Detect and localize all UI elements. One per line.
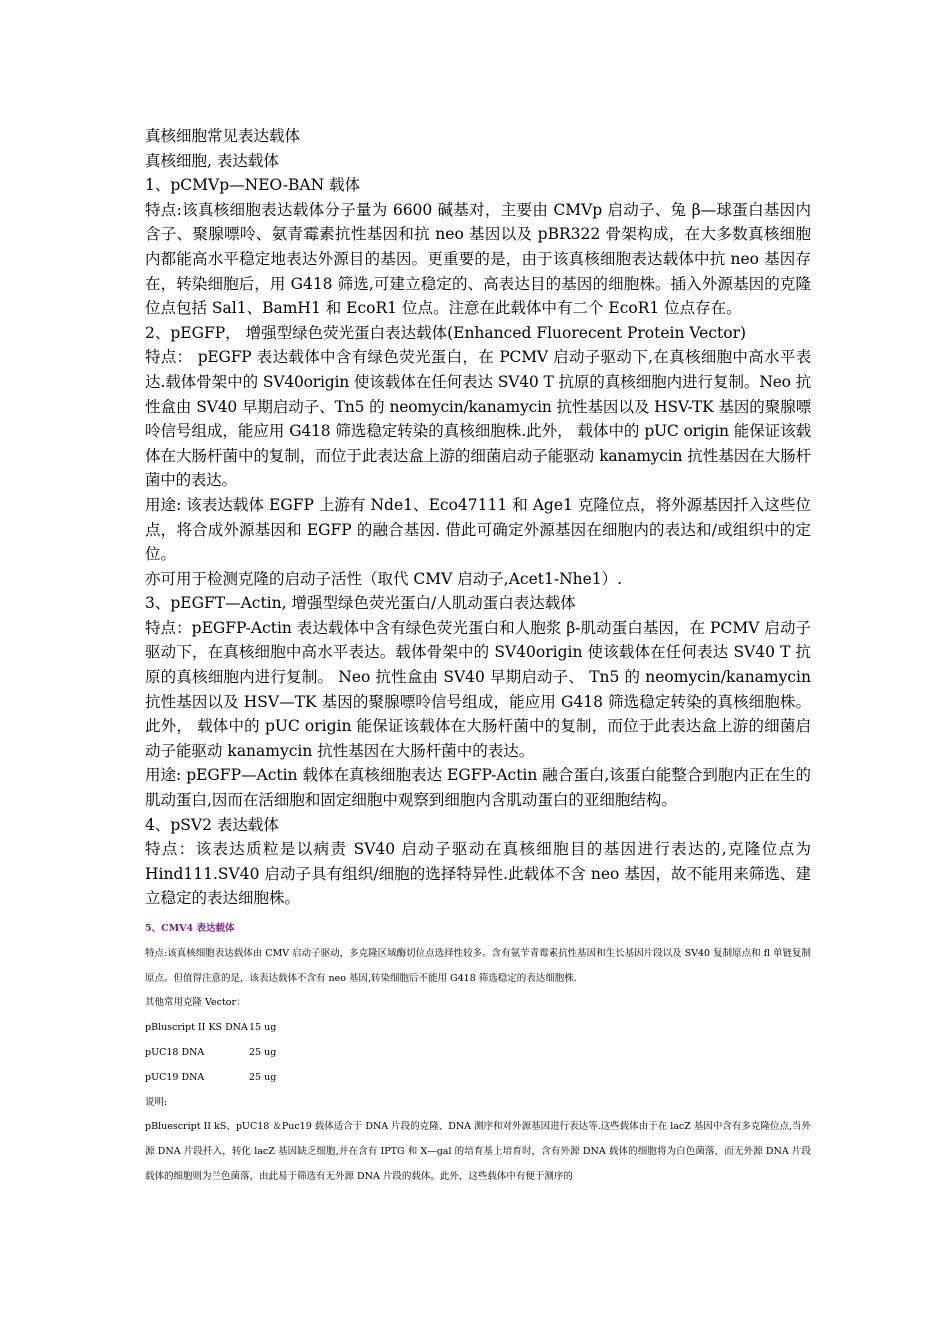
section-4-heading: 4、pSV2 表达载体 xyxy=(145,815,279,834)
vector-name: pUC19 DNA xyxy=(145,1071,205,1083)
main-text xyxy=(145,124,811,911)
section-5-features: 特点:该真核细胞表达载体由 CMV 启动子驱动，多克隆区域酶切位点选择性较多。含有氨苄青霉素抗性基因和生长基因片段以及 SV40 复制原点和 fl 单链复制原点。但值得注意的是，该表达载体不含有 neo 基因,转染细胞后不能用 G418 筛选稳定的表达细胞株. xyxy=(145,947,811,984)
doc-title: 真核细胞常见表达载体 xyxy=(145,127,301,145)
doc-subtitle: 真核细胞, 表达载体 xyxy=(145,151,279,170)
vector-amount: 25 ug xyxy=(249,1046,277,1058)
vector-row xyxy=(145,1016,811,1041)
vector-name: pBluscript II KS DNA xyxy=(145,1022,248,1034)
vector-amount: 15 ug xyxy=(249,1022,277,1034)
small-text xyxy=(145,917,811,1190)
section-2-features: 特点： pEGFP 表达载体中含有绿色荧光蛋白，在 PCMV 启动子驱动下,在真核细胞中高水平表达.载体骨架中的 SV40origin 使该载体在任何表达 SV40 T 抗原的真核细胞内进行复制。Neo 抗性盒由 SV40 早期启动子、Tn5 的 neomycin/kanamycin 抗性基因以及 HSV-TK 基因的聚腺嘌呤信号组成，能应用 G418 筛选稳定转染的真核细胞株.此外， 载体中的 pUC origin 能保证该载体在大肠杆菌中的复制，而位于此表达盒上游的细菌启动子能驱动 kanamycin 抗性基因在大肠杆菌中的表达。 xyxy=(145,348,811,490)
document-page xyxy=(145,124,811,1190)
vector-name: pUC18 DNA xyxy=(145,1046,205,1058)
vector-row xyxy=(145,1041,811,1066)
section-2-usage: 用途: 该表达载体 EGFP 上游有 Nde1、Eco47111 和 Age1 克隆位点，将外源基因扦入这些位点，将合成外源基因和 EGFP 的融合基因. 借此可确定外源基因在细胞内的表达和/或组织中的定位。 xyxy=(145,495,811,564)
section-3-usage: 用途: pEGFP—Actin 载体在真核细胞表达 EGFP-Actin 融合蛋白,该蛋白能整合到胞内正在生的肌动蛋白,因而在活细胞和固定细胞中观察到细胞内含肌动蛋白的亚细胞结构。 xyxy=(145,766,811,810)
section-1-heading: 1、pCMVp—NEO-BAN 载体 xyxy=(145,176,361,195)
note-title: 说明: xyxy=(145,1096,168,1108)
vector-amount: 25 ug xyxy=(249,1071,277,1083)
other-vectors-title: 其他常用克隆 Vector： xyxy=(145,997,246,1009)
section-2-heading: 2、pEGFP， 增强型绿色荧光蛋白表达载体(Enhanced Fluorecent Protein Vector) xyxy=(145,323,747,342)
section-4-features: 特点：该表达质粒是以病责 SV40 启动子驱动在真核细胞目的基因进行表达的,克隆位点为 Hind111.SV40 启动子具有组织/细胞的选择特异性.此载体不含 neo 基因，故不能用来筛选、建立稳定的表达细胞株。 xyxy=(145,840,811,908)
note-text: pBluescript II kS、pUC18 ＆Puc19 载体适合于 DNA 片段的克隆、DNA 测序和对外源基因进行表达等.这些载体由于在 lacZ 基因中含有多克隆位点,当外源 DNA 片段扦入，转化 lacZ 基因缺乏细胞,并在含有 IPTG 和 X—gal 的培育基上培育时，含有外源 DNA 载体的细胞将为白色菌落，而无外源 DNA 片段载体的细胞则为兰色菌落，由此易于筛选有无外源 DNA 片段的载体。此外，这些载体中有便于测序的 xyxy=(145,1121,811,1182)
section-1-features: 特点:该真核细胞表达载体分子量为 6600 碱基对，主要由 CMVp 启动子、兔 β—球蛋白基因内含子、聚腺嘌呤、氨青霉素抗性基因和抗 neo 基因以及 pBR322 骨架构成，在大多数真核细胞内都能高水平稳定地表达外源目的基因。更重要的是，由于该真核细胞表达载体中抗 neo 基因存在，转染细胞后，用 G418 筛选,可建立稳定的、高表达目的基因的细胞株。插入外源基因的克隆位点包括 Sal1、BamH1 和 EcoR1 位点。注意在此载体中有二个 EcoR1 位点存在。 xyxy=(145,200,811,318)
vector-row xyxy=(145,1066,811,1091)
section-5-heading: 5、CMV4 表达载体 xyxy=(145,923,235,934)
section-3-heading: 3、pEGFT—Actin, 增强型绿色荧光蛋白/人肌动蛋白表达载体 xyxy=(145,594,576,613)
section-3-features: 特点：pEGFP-Actin 表达载体中含有绿色荧光蛋白和人胞浆 β-肌动蛋白基因，在 PCMV 启动子驱动下，在真核细胞中高水平表达。载体骨架中的 SV40origin 使该载体在任何表达 SV40 T 抗原的真核细胞内进行复制。 Neo 抗性盒由 SV40 早期启动子、 Tn5 的 neomycin/kanamycin 抗性基因以及 HSV—TK 基因的聚腺嘌呤信号组成，能应用 G418 筛选稳定转染的真核细胞株。此外， 载体中的 pUC origin 能保证该载体在大肠杆菌中的复制，而位于此表达盒上游的细菌启动子能驱动 kanamycin 抗性基因在大肠杆菌中的表达。 xyxy=(145,618,811,760)
section-2-also: 亦可用于检测克隆的启动子活性（取代 CMV 启动子,Acet1-Nhe1）. xyxy=(145,569,623,588)
